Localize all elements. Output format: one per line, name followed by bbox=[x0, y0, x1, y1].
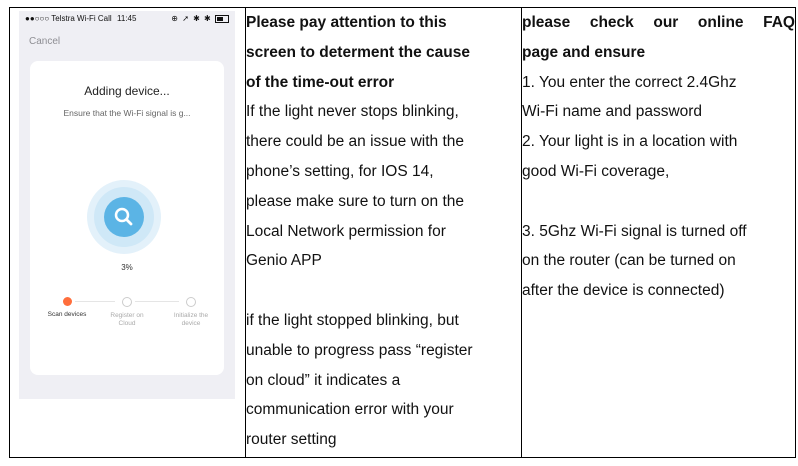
search-circle bbox=[104, 197, 144, 237]
faq-item-line: 2. Your light is in a location with bbox=[522, 133, 738, 151]
stopped-paragraph-line: unable to progress pass “register bbox=[246, 341, 473, 359]
table-row bbox=[10, 8, 796, 458]
faq-heading-line: please check our online FAQ bbox=[522, 14, 795, 31]
stopped-paragraph-line: if the light stopped blinking, but bbox=[246, 311, 459, 329]
blinking-paragraph-line: please make sure to turn on the bbox=[246, 192, 464, 210]
status-icons bbox=[171, 14, 229, 23]
step-active-dot-icon bbox=[63, 297, 72, 306]
faq-item-line: 3. 5Ghz Wi-Fi signal is turned off bbox=[522, 222, 747, 240]
step-label: Register on Cloud bbox=[110, 312, 144, 327]
step-register-on-cloud bbox=[107, 297, 147, 328]
faq-heading-line: page and ensure bbox=[522, 43, 646, 61]
status-icons-text: ⊕ ➚ ✱ ✱ bbox=[171, 14, 212, 23]
instruction-table bbox=[9, 7, 796, 458]
faq-item-line: after the device is connected) bbox=[522, 282, 725, 300]
attention-heading-line: Please pay attention to this bbox=[246, 14, 447, 31]
step-pending-dot-icon bbox=[186, 297, 196, 307]
attention-cell bbox=[246, 8, 522, 458]
step-pending-dot-icon bbox=[122, 297, 132, 307]
paragraph-gap bbox=[522, 187, 795, 217]
card-subtitle: Ensure that the Wi-Fi signal is g... bbox=[63, 108, 191, 118]
step-label: Initialize the device bbox=[173, 312, 209, 327]
stopped-paragraph-line: router setting bbox=[246, 431, 337, 449]
faq-item-line: good Wi-Fi coverage, bbox=[522, 162, 670, 180]
phone-screenshot bbox=[19, 11, 235, 399]
card-title: Adding device... bbox=[84, 84, 170, 98]
blinking-paragraph-line: Local Network permission for bbox=[246, 222, 446, 240]
attention-heading-line: of the time-out error bbox=[246, 73, 395, 91]
step-label: Scan devices bbox=[47, 311, 87, 318]
status-carrier: ●●○○○ Telstra Wi-Fi Call bbox=[25, 14, 112, 23]
cancel-button[interactable]: Cancel bbox=[29, 36, 61, 47]
blinking-paragraph-line: Genio APP bbox=[246, 252, 322, 270]
blinking-paragraph-line: phone’s setting, for IOS 14, bbox=[246, 162, 434, 180]
battery-icon bbox=[215, 15, 229, 23]
step-initialize-device bbox=[171, 297, 211, 328]
progress-percent: 3% bbox=[121, 263, 133, 272]
faq-cell bbox=[522, 8, 796, 458]
status-time: 11:45 bbox=[117, 14, 137, 23]
screenshot-cell bbox=[10, 8, 246, 458]
progress-ring bbox=[85, 178, 163, 256]
paragraph-gap bbox=[246, 276, 521, 306]
attention-heading-line: screen to determent the cause bbox=[246, 43, 470, 61]
adding-device-card bbox=[30, 61, 224, 375]
faq-item-line: on the router (can be turned on bbox=[522, 252, 736, 270]
stopped-paragraph-line: on cloud” it indicates a bbox=[246, 371, 401, 389]
faq-item-line: Wi-Fi name and password bbox=[522, 103, 703, 121]
faq-item-line: 1. You enter the correct 2.4Ghz bbox=[522, 73, 737, 91]
step-scan-devices bbox=[47, 297, 87, 319]
stopped-paragraph-line: communication error with your bbox=[246, 401, 454, 419]
blinking-paragraph-line: there could be an issue with the bbox=[246, 133, 464, 151]
blinking-paragraph-line: If the light never stops blinking, bbox=[246, 103, 459, 121]
status-bar bbox=[19, 11, 235, 25]
